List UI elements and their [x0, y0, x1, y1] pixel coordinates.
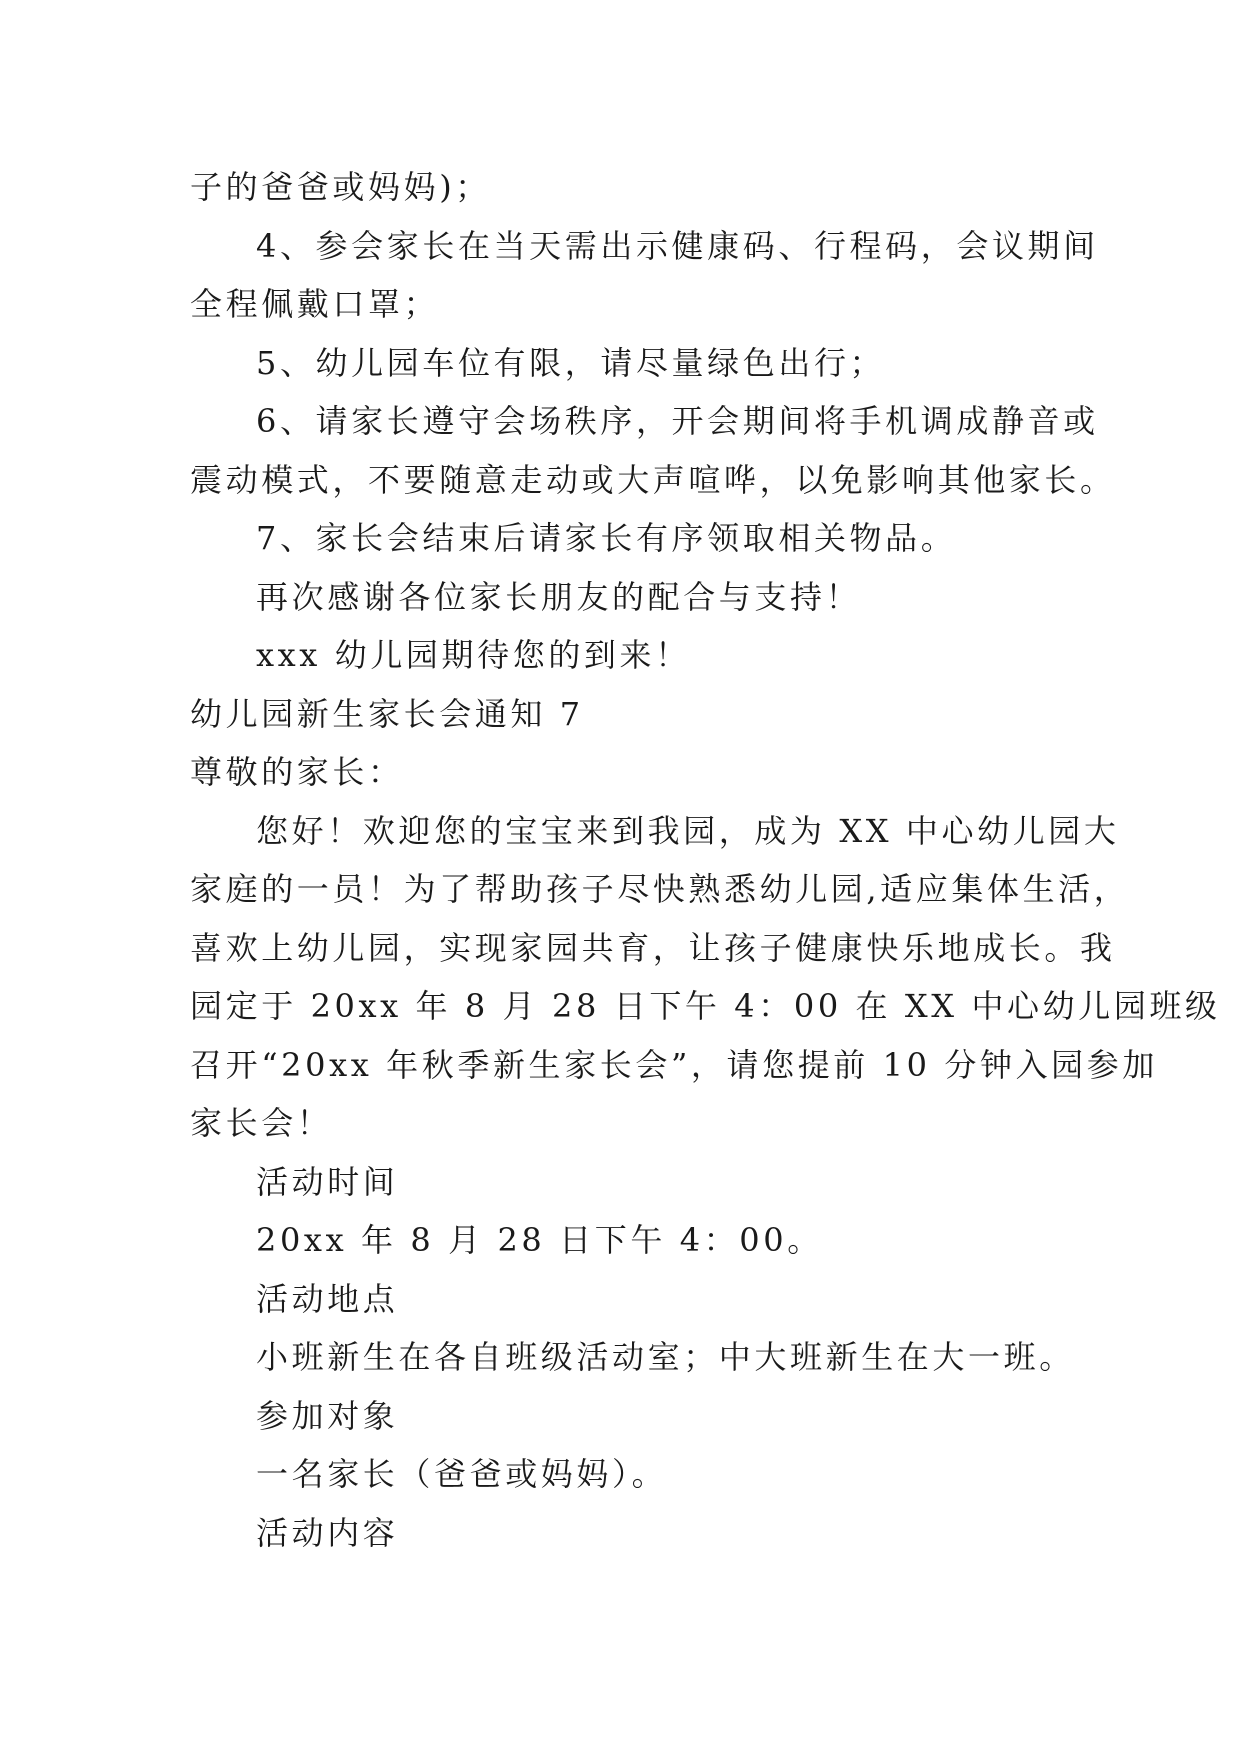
document-body — [190, 158, 1221, 1562]
paragraph-line: 震动模式，不要随意走动或大声喧哗，以免影响其他家长。 — [190, 460, 1116, 499]
section-title: 幼儿园新生家长会通知 7 — [190, 694, 584, 733]
paragraph-line: 喜欢上幼儿园，实现家园共育，让孩子健康快乐地成长。我 — [190, 928, 1116, 967]
paragraph-line: 家长会！ — [190, 1104, 333, 1142]
paragraph-line: 7、家长会结束后请家长有序领取相关物品。 — [256, 519, 957, 557]
paragraph-line: 召开“20xx 年秋季新生家长会”，请您提前 10 分钟入园参加 — [190, 1045, 1158, 1084]
paragraph-line: 家庭的一员！为了帮助孩子尽快熟悉幼儿园,适应集体生活， — [190, 870, 1130, 908]
subheading: 活动内容 — [256, 1513, 399, 1552]
subheading: 活动时间 — [256, 1162, 399, 1201]
paragraph-line: 6、请家长遵守会场秩序，开会期间将手机调成静音或 — [256, 402, 1099, 440]
subheading: 参加对象 — [256, 1396, 399, 1435]
paragraph-line: 子的爸爸或妈妈)； — [190, 168, 491, 206]
paragraph-line: 小班新生在各自班级活动室；中大班新生在大一班。 — [256, 1338, 1075, 1376]
paragraph-line: 全程佩戴口罩； — [190, 285, 440, 323]
paragraph-line: 4、参会家长在当天需出示健康码、行程码，会议期间 — [256, 226, 1099, 265]
paragraph-line: 园定于 20xx 年 8 月 28 日下午 4：00 在 XX 中心幼儿园班级 — [190, 987, 1221, 1025]
paragraph-line: 您好！欢迎您的宝宝来到我园，成为 XX 中心幼儿园大 — [256, 811, 1120, 850]
paragraph-line: 5、幼儿园车位有限，请尽量绿色出行； — [256, 343, 886, 382]
paragraph-line: 一名家长（爸爸或妈妈）。 — [256, 1455, 668, 1493]
salutation: 尊敬的家长： — [190, 753, 404, 791]
paragraph-line: 再次感谢各位家长朋友的配合与支持！ — [256, 577, 862, 616]
paragraph-line: 20xx 年 8 月 28 日下午 4：00。 — [256, 1221, 823, 1259]
paragraph-line: xxx 幼儿园期待您的到来！ — [256, 636, 691, 674]
subheading: 活动地点 — [256, 1279, 399, 1318]
